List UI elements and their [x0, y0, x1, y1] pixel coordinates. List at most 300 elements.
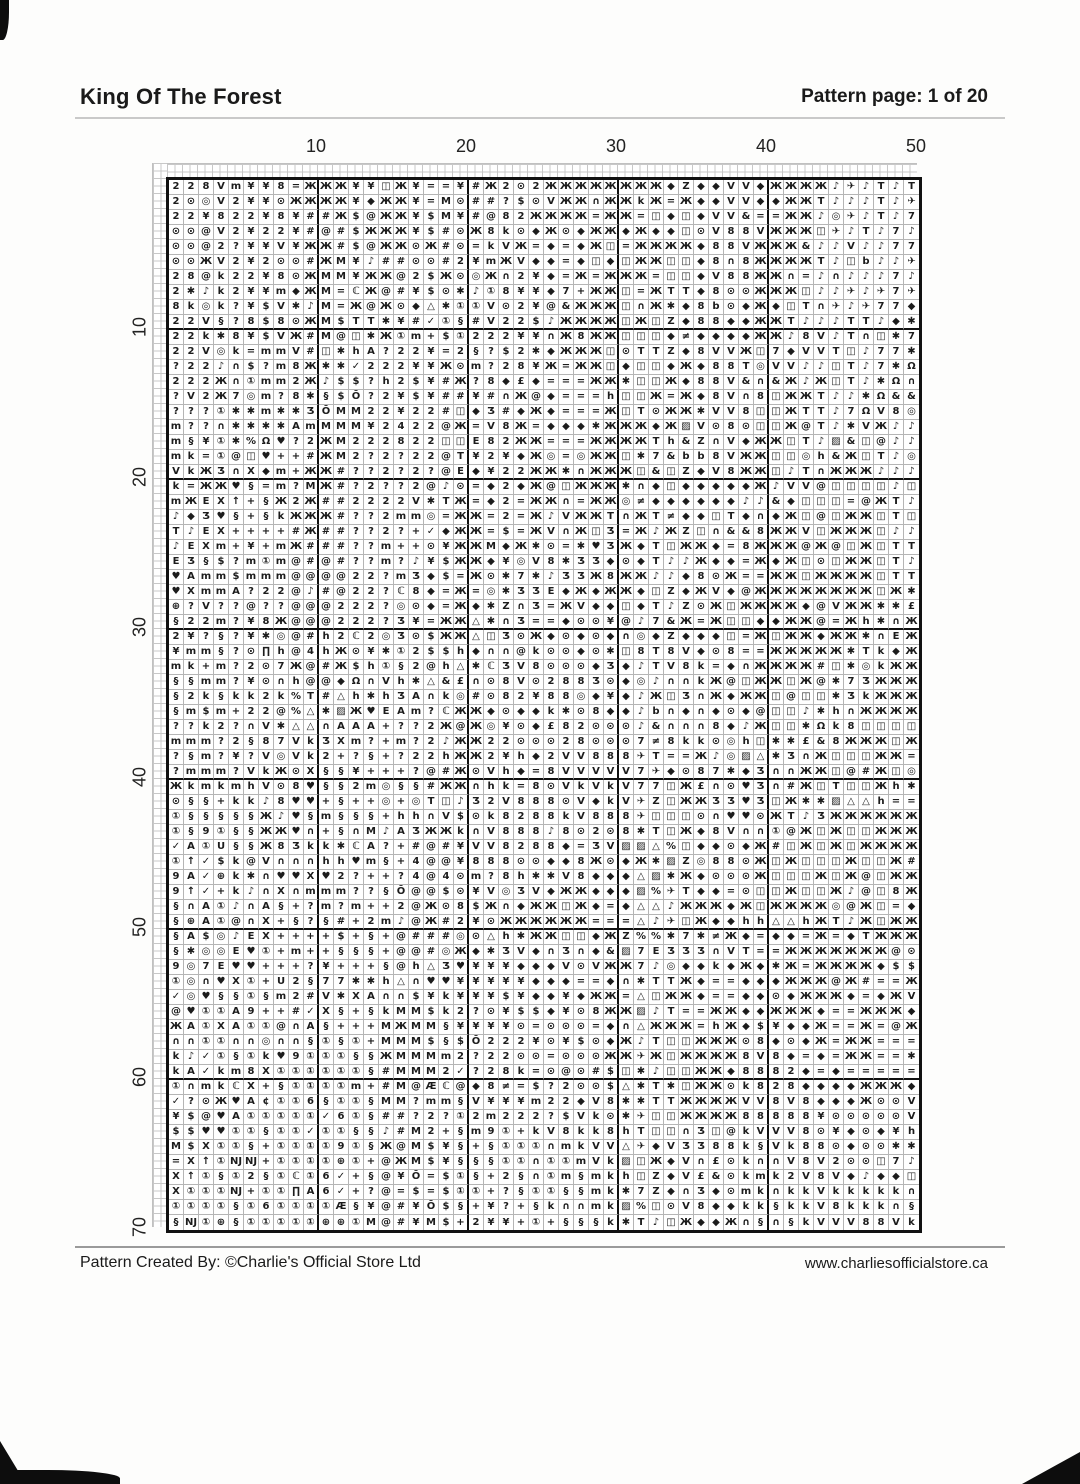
grid-cell: ◆ [694, 330, 709, 345]
grid-cell: § [289, 915, 304, 930]
grid-cell: Ж [829, 960, 844, 975]
grid-cell: § [364, 1050, 379, 1065]
grid-cell: + [214, 885, 229, 900]
grid-cell: V [724, 375, 739, 390]
grid-cell: Ж [574, 195, 589, 210]
grid-cell: ① [289, 1125, 304, 1140]
grid-cell: ◆ [589, 585, 604, 600]
grid-cell: $ [439, 645, 454, 660]
grid-cell: 2 [214, 240, 229, 255]
grid-cell: V [439, 810, 454, 825]
grid-cell: Ж [604, 180, 619, 195]
grid-cell: ◎ [829, 900, 844, 915]
grid-cell: ◆ [529, 720, 544, 735]
grid-cell: Ӡ [559, 570, 574, 585]
grid-cell: = [664, 750, 679, 765]
grid-cell: ◆ [424, 600, 439, 615]
grid-cell: ◫ [799, 510, 814, 525]
grid-cell: ◆ [814, 630, 829, 645]
grid-cell: ¥ [259, 240, 274, 255]
grid-cell: ① [244, 975, 259, 990]
grid-cell: 2 [409, 645, 424, 660]
grid-cell: ◆ [604, 555, 619, 570]
grid-cell: T [649, 435, 664, 450]
grid-cell: ◆ [694, 870, 709, 885]
grid-cell: k [259, 765, 274, 780]
grid-cell: 8 [709, 315, 724, 330]
grid-cell: @ [364, 300, 379, 315]
grid-cell: ♪ [229, 930, 244, 945]
grid-cell: 2 [259, 225, 274, 240]
grid-cell: ✈ [664, 885, 679, 900]
grid-cell: ◫ [454, 405, 469, 420]
grid-cell: ◫ [814, 855, 829, 870]
grid-cell: @ [439, 420, 454, 435]
grid-cell: Ж [754, 585, 769, 600]
grid-cell: ① [304, 1080, 319, 1095]
grid-cell: 2 [349, 450, 364, 465]
grid-cell: Ж [664, 375, 679, 390]
grid-cell: ◆ [904, 1005, 919, 1020]
grid-cell: @ [559, 1065, 574, 1080]
grid-cell: X [259, 1065, 274, 1080]
grid-cell: ? [229, 630, 244, 645]
grid-cell: § [454, 1125, 469, 1140]
grid-row [169, 900, 919, 915]
grid-cell: ⊙ [409, 255, 424, 270]
grid-cell: Ӡ [319, 735, 334, 750]
grid-cell: ? [379, 345, 394, 360]
grid-row [169, 1020, 919, 1035]
grid-cell: k [604, 1185, 619, 1200]
grid-cell: @ [304, 675, 319, 690]
grid-cell: ♪ [544, 510, 559, 525]
grid-cell: ◆ [634, 540, 649, 555]
grid-cell: V [814, 1185, 829, 1200]
grid-cell: h [829, 705, 844, 720]
grid-cell: 2 [349, 585, 364, 600]
grid-cell: 8 [604, 810, 619, 825]
grid-cell: @ [244, 600, 259, 615]
grid-cell: h [379, 690, 394, 705]
grid-cell: @ [529, 390, 544, 405]
grid-cell: ∩ [799, 750, 814, 765]
grid-cell: ✈ [844, 285, 859, 300]
grid-cell: ⊙ [904, 945, 919, 960]
grid-cell: ⊙ [859, 1155, 874, 1170]
grid-cell: ✱ [859, 630, 874, 645]
grid-cell: k [874, 1200, 889, 1215]
grid-cell: ♪ [814, 285, 829, 300]
grid-cell: ◫ [724, 630, 739, 645]
grid-cell: ✱ [349, 975, 364, 990]
grid-cell: ¥ [319, 960, 334, 975]
grid-cell: Ж [589, 495, 604, 510]
grid-cell: ◫ [619, 285, 634, 300]
grid-cell: Ж [679, 900, 694, 915]
grid-cell: ⊙ [589, 615, 604, 630]
grid-cell: ? [469, 375, 484, 390]
grid-cell: Ж [304, 195, 319, 210]
grid-cell: ◆ [514, 765, 529, 780]
grid-cell: Ж [469, 225, 484, 240]
grid-cell: ? [214, 750, 229, 765]
grid-cell: ∩ [709, 435, 724, 450]
grid-cell: ◎ [259, 1035, 274, 1050]
grid-cell: $ [424, 225, 439, 240]
grid-cell: ◫ [769, 390, 784, 405]
grid-cell: Ж [259, 810, 274, 825]
grid-cell: Ж [754, 240, 769, 255]
grid-cell: 2 [409, 435, 424, 450]
grid-cell: $ [454, 810, 469, 825]
grid-cell: Ж [754, 630, 769, 645]
grid-cell: ? [364, 390, 379, 405]
grid-cell: 8 [784, 1080, 799, 1095]
grid-cell: ? [544, 1080, 559, 1095]
grid-cell: @ [199, 270, 214, 285]
grid-cell: ⊕ [184, 915, 199, 930]
grid-cell: ¥ [484, 990, 499, 1005]
grid-cell: Ж [454, 495, 469, 510]
grid-cell: = [424, 615, 439, 630]
grid-cell: Ж [619, 1035, 634, 1050]
grid-cell: ✱ [289, 300, 304, 315]
grid-cell: m [409, 705, 424, 720]
grid-cell: ♪ [244, 885, 259, 900]
grid-cell: ¥ [454, 210, 469, 225]
grid-cell: ⊙ [514, 1050, 529, 1065]
grid-cell: 8 [724, 225, 739, 240]
grid-cell: ◎ [859, 660, 874, 675]
grid-cell: ⊙ [424, 540, 439, 555]
grid-cell: ✱ [229, 420, 244, 435]
grid-cell: Ж [664, 420, 679, 435]
grid-cell: Ж [769, 255, 784, 270]
grid-cell: ∩ [574, 945, 589, 960]
grid-cell: ✓ [199, 855, 214, 870]
grid-cell: ◫ [349, 330, 364, 345]
grid-cell: k [784, 1140, 799, 1155]
grid-cell: @ [424, 840, 439, 855]
grid-cell: ♪ [394, 915, 409, 930]
grid-cell: Ж [529, 405, 544, 420]
grid-cell: Ж [589, 570, 604, 585]
grid-cell: M [409, 1035, 424, 1050]
grid-cell: ♪ [544, 570, 559, 585]
grid-cell: ◫ [604, 345, 619, 360]
grid-cell: Ж [844, 555, 859, 570]
grid-cell: = [334, 285, 349, 300]
grid-cell: ♪ [904, 495, 919, 510]
grid-cell: # [484, 390, 499, 405]
grid-cell: ◫ [664, 1050, 679, 1065]
grid-cell: ∩ [694, 705, 709, 720]
grid-cell: § [259, 990, 274, 1005]
grid-cell: § [169, 615, 184, 630]
grid-cell: $ [574, 1035, 589, 1050]
grid-cell: + [214, 795, 229, 810]
grid-cell: 8 [769, 1095, 784, 1110]
grid-cell: # [334, 240, 349, 255]
grid-cell: ¥ [829, 1125, 844, 1140]
grid-cell: m [319, 885, 334, 900]
grid-cell: 2 [349, 570, 364, 585]
grid-cell: 2 [484, 735, 499, 750]
grid-cell: ✱ [229, 435, 244, 450]
grid-cell: ¥ [454, 840, 469, 855]
grid-cell: Ж [889, 705, 904, 720]
grid-cell: A [229, 1020, 244, 1035]
grid-cell: @ [199, 240, 214, 255]
grid-cell: T [889, 540, 904, 555]
grid-cell: + [274, 930, 289, 945]
grid-cell: h [619, 1170, 634, 1185]
grid-cell: ◆ [604, 255, 619, 270]
grid-cell: ⊙ [454, 885, 469, 900]
grid-cell: @ [289, 645, 304, 660]
grid-cell: Ӡ [679, 1140, 694, 1155]
grid-cell: 8 [559, 690, 574, 705]
grid-cell: ¥ [349, 270, 364, 285]
grid-cell: Ж [814, 765, 829, 780]
grid-cell: ? [349, 510, 364, 525]
grid-cell: T [859, 225, 874, 240]
grid-cell: $ [169, 1125, 184, 1140]
grid-cell: 2 [184, 210, 199, 225]
grid-cell: Ж [904, 975, 919, 990]
grid-cell: 2 [229, 195, 244, 210]
grid-cell: ♥ [304, 795, 319, 810]
grid-cell: Ж [574, 915, 589, 930]
grid-cell: Ӡ [604, 540, 619, 555]
grid-cell: m [364, 855, 379, 870]
grid-cell: T [664, 1005, 679, 1020]
grid-cell: T [424, 795, 439, 810]
grid-cell: Ж [634, 570, 649, 585]
grid-row [169, 585, 919, 600]
grid-cell: ① [244, 1050, 259, 1065]
grid-cell: 7 [274, 735, 289, 750]
grid-cell: 7 [319, 975, 334, 990]
grid-cell: T [904, 540, 919, 555]
grid-cell: 8 [799, 1110, 814, 1125]
grid-cell: ◆ [724, 480, 739, 495]
grid-cell: Ж [319, 435, 334, 450]
grid-cell: Ж [574, 315, 589, 330]
grid-cell: § [244, 810, 259, 825]
grid-cell: = [844, 1065, 859, 1080]
grid-cell: = [544, 615, 559, 630]
grid-cell: = [754, 930, 769, 945]
grid-cell: Ж [754, 675, 769, 690]
grid-cell: ✱ [874, 375, 889, 390]
grid-cell: ◫ [769, 450, 784, 465]
grid-cell: Ж [649, 195, 664, 210]
grid-cell: 8 [289, 780, 304, 795]
grid-cell: V [169, 465, 184, 480]
grid-cell: Ж [784, 555, 799, 570]
grid-cell: 8 [244, 315, 259, 330]
grid-cell: Ж [574, 585, 589, 600]
grid-cell: ✱ [829, 675, 844, 690]
grid-cell: ◆ [784, 1050, 799, 1065]
grid-cell: § [169, 900, 184, 915]
grid-cell: ✱ [589, 420, 604, 435]
grid-cell: ① [229, 1140, 244, 1155]
grid-cell: ♥ [259, 450, 274, 465]
grid-cell: 2 [349, 435, 364, 450]
grid-cell: 8 [739, 270, 754, 285]
grid-cell: V [514, 945, 529, 960]
grid-cell: ◆ [889, 1170, 904, 1185]
grid-cell: ✱ [529, 345, 544, 360]
grid-cell: ? [499, 195, 514, 210]
grid-cell: ♪ [829, 405, 844, 420]
grid-cell: Ж [784, 255, 799, 270]
grid-cell: ✱ [319, 360, 334, 375]
grid-cell: ? [484, 360, 499, 375]
grid-cell: = [829, 1005, 844, 1020]
grid-cell: M [409, 1155, 424, 1170]
grid-cell: 9 [289, 1050, 304, 1065]
grid-cell: ◫ [874, 570, 889, 585]
grid-cell: m [304, 885, 319, 900]
grid-cell: ◆ [679, 585, 694, 600]
grid-cell: ♪ [859, 1170, 874, 1185]
grid-cell: ⊙ [829, 1110, 844, 1125]
grid-cell: 2 [169, 315, 184, 330]
grid-cell: ✱ [634, 975, 649, 990]
grid-cell: Ӡ [589, 555, 604, 570]
grid-cell: 2 [499, 315, 514, 330]
grid-cell: § [469, 1155, 484, 1170]
grid-cell: m [439, 1095, 454, 1110]
grid-cell: # [379, 1065, 394, 1080]
grid-cell: ◎ [724, 735, 739, 750]
grid-cell: 8 [274, 180, 289, 195]
grid-cell: = [544, 600, 559, 615]
grid-cell: ✓ [319, 1110, 334, 1125]
grid-cell: Ӡ [664, 945, 679, 960]
grid-cell: § [559, 1215, 574, 1230]
grid-cell: § [484, 1140, 499, 1155]
grid-cell: ⊙ [724, 300, 739, 315]
grid-cell: ◆ [544, 420, 559, 435]
grid-cell: Ж [904, 810, 919, 825]
grid-cell: @ [439, 855, 454, 870]
grid-cell: ◫ [769, 690, 784, 705]
grid-cell: # [409, 315, 424, 330]
grid-cell: Ж [469, 720, 484, 735]
grid-cell: # [319, 540, 334, 555]
grid-cell: T [799, 300, 814, 315]
grid-cell: Ж [529, 495, 544, 510]
grid-row [169, 1080, 919, 1095]
grid-cell: 2 [334, 630, 349, 645]
grid-cell: ¥ [394, 405, 409, 420]
grid-cell: ? [304, 960, 319, 975]
grid-cell: ♪ [904, 420, 919, 435]
grid-cell: ◎ [799, 450, 814, 465]
grid-cell: 2 [379, 525, 394, 540]
grid-cell: ◫ [859, 720, 874, 735]
grid-cell: △ [634, 900, 649, 915]
grid-cell: § [274, 1080, 289, 1095]
grid-cell: ◫ [649, 990, 664, 1005]
grid-cell: ◆ [289, 285, 304, 300]
grid-cell: ⊙ [544, 645, 559, 660]
grid-cell: Ж [604, 585, 619, 600]
grid-cell: Ж [589, 480, 604, 495]
grid-cell: Ж [469, 540, 484, 555]
grid-cell: Ж [889, 810, 904, 825]
grid-cell: ¥ [244, 195, 259, 210]
grid-cell: ? [229, 600, 244, 615]
grid-cell: M [334, 405, 349, 420]
grid-cell: ◆ [514, 960, 529, 975]
grid-cell: 8 [709, 285, 724, 300]
grid-cell: k [784, 1200, 799, 1215]
grid-cell: @ [409, 1080, 424, 1095]
grid-cell: ◆ [784, 495, 799, 510]
grid-cell: = [889, 975, 904, 990]
grid-cell: Ж [799, 825, 814, 840]
grid-cell: 7 [844, 405, 859, 420]
grid-cell: T [874, 180, 889, 195]
grid-cell: Z [619, 930, 634, 945]
grid-cell: Z [679, 855, 694, 870]
grid-cell: % [289, 705, 304, 720]
grid-cell: V [559, 750, 574, 765]
grid-cell: Ж [199, 480, 214, 495]
grid-cell: Ж [169, 780, 184, 795]
grid-cell: h [514, 750, 529, 765]
grid-cell: E [199, 525, 214, 540]
grid-cell: ⊙ [439, 285, 454, 300]
grid-cell: ¥ [244, 615, 259, 630]
grid-cell: ✱ [664, 930, 679, 945]
grid-cell: ♪ [889, 435, 904, 450]
grid-cell: $ [409, 375, 424, 390]
grid-row [169, 540, 919, 555]
grid-cell: V [799, 1170, 814, 1185]
grid-cell: V [289, 750, 304, 765]
grid-cell: Ӡ [694, 1140, 709, 1155]
grid-cell: Ж [454, 510, 469, 525]
grid-cell: ① [334, 1065, 349, 1080]
grid-cell: ① [469, 1185, 484, 1200]
grid-cell: Ж [514, 435, 529, 450]
grid-cell: 2 [499, 1170, 514, 1185]
grid-cell: ¥ [424, 345, 439, 360]
grid-cell: ◆ [709, 1215, 724, 1230]
grid-cell: Ж [604, 1050, 619, 1065]
grid-cell: ◆ [709, 540, 724, 555]
grid-cell: V [559, 765, 574, 780]
grid-cell: Ж [514, 240, 529, 255]
grid-cell: Ж [859, 540, 874, 555]
grid-cell: § [904, 1200, 919, 1215]
grid-cell: 2 [244, 1170, 259, 1185]
grid-cell: $ [439, 1200, 454, 1215]
grid-cell: ◎ [754, 360, 769, 375]
grid-cell: V [724, 450, 739, 465]
grid-cell: § [304, 1035, 319, 1050]
grid-cell: V [409, 495, 424, 510]
grid-cell: 8 [619, 810, 634, 825]
grid-cell: = [469, 495, 484, 510]
